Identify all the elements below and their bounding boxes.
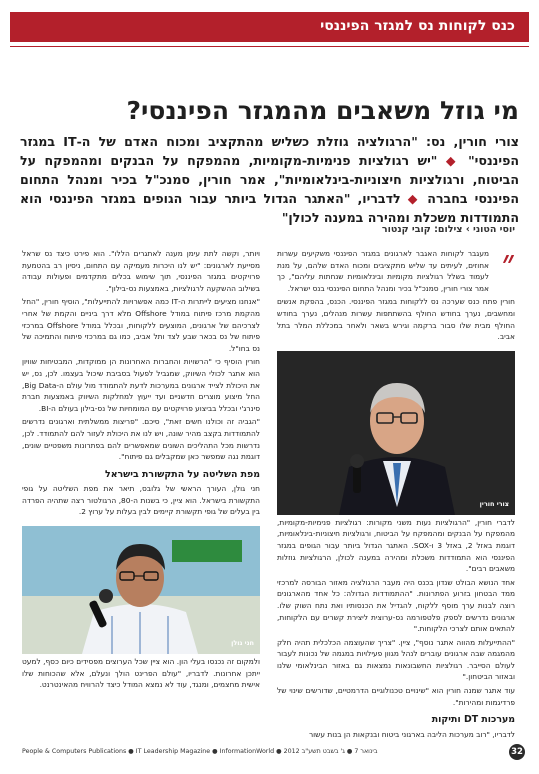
article-headline: מי גוזל משאבים מהמגזר הפיננסי? xyxy=(126,96,519,125)
subheading: מפת השליטה על התקשורת בישראל xyxy=(105,468,260,480)
deck-text-3: לדבריו, "האתגר הגדול ביותר עבור הגופים במגזר הפיננסי הוא התמודדות משכלת ומהירה במענה לכולן" xyxy=(20,191,519,225)
speaker-photo-illustration xyxy=(22,526,260,654)
paragraph: אחד הנושא הבולט שנדון בכנס היה מעבר הרגולציה מאזור הבורסה למרכזי ממד הבטחון בזרוע הפתרונות. "ההתמודדות הגדולה: כל אחד מהארגונים רוצה לבנות ערך מוסף ללקוח, להגדיל את הכנסותיו ואת נתח השוק שלו. ארגונים נדרשים לספק פלטפורמה נס-ערוצית ליצירת קשרים עם הלקוחות, להתאים אותם לצרכי הלקוחות." xyxy=(277,577,515,634)
paragraph: חורין הוסיף כי "הרשויות והחברות האחרונות הן ממוקדות, המבטיחות שוויון הוא אתגר לכולי השיווק, שמגביל לפעול בסביבת שיכול בעצמו. לכן, נס, יש את היכולת לצייד ארגונים במערכות לדעת להתמודד מול עולם ה-Big Data, החל מיצוע מוצרים חדשניים ועד ייעוץ למחלקות השיווק באמצעות חברת סינרג'י ובכלל בביצוע פרויקטים עם המומחיות של נס-בילון בעולם ה-BI. xyxy=(22,357,261,413)
paragraph: חני גולן, העורך הראשי של גלובס, תיאר את מפת השליטה על גופי התקשורת בישראל. הוא ציין, כי בשנות ה-80, הרגולטור רצה שתהיה הפרדה בין בעלים של גופי תקשורת קיימים לבין בעלות על ערוץ 2. xyxy=(22,484,260,517)
photo-caption: חני גולן xyxy=(231,639,254,648)
photo-speaker-1 xyxy=(277,351,515,515)
subheading: מערכות DT ותיקות xyxy=(431,714,515,726)
footer-publications: People & Computers Publications ● IT Leadership Magazine ● InformationWorld ● 2012 בינואר 7 ● ג' בשבט תשע"ב xyxy=(22,748,378,755)
paragraph: "ההתייעלות מהווה אתגר נוסף", ציין. "צריך שהעוצמה הכלכלית תהיה חלק מהמגמה שבה ארגונים עוברים לנהל מגוון פעילויות במגמה של נכונות לעבור לעולם הסייבר. רגולציות החשבונאות נמצאות גם באזור הבינלאומי שלנו ובאזור הביטחון." xyxy=(277,637,515,682)
column-right xyxy=(277,243,515,742)
paragraph: עוד אתגר שמנה חורין הוא "שינויים טכנולוגיים הדרמטיים, שדורשים שינוי של פרדיגמות ומהירות". xyxy=(277,686,515,707)
paragraph: "אנחנו מציעים לייתרות ה-IT כמה אפשרויות להתייעלות", הוסיף חורין, "החל מהקמת מרכז פיתוח במודל Offshore מלא דרך ביניים והקמת של אחרי לצרכיהם של ארגונים, המוצעים ללקוחות, ובכלל במודל Offshore במרכזי פיתוח של נס בכאר שבע לצד ותל אביב, כמו גם במרכזי פיתוח והתמיכה של נס בחו"ל. xyxy=(22,297,261,353)
diamond-icon: ◆ xyxy=(445,153,460,168)
paragraph: "הגביה זה וכולנו חשים זאת", סיכם. "פריצות ממשלתית וארגונים נדרשים להתמודדות בקצב מהיר שונה, ויש לנו את היכולת לעזור להם להתמודד. לכן, נדרשות מכל התהליכים השונים שמאפשרים להם בפתרונות משפטיים שונים, דוגמת נגה שמפשר כאן שמקבלים גם פיתוח". xyxy=(22,417,260,462)
paragraph: לדבריו, "רוב מערכות הליבה בארגוני ביטוח ובנקאות הן בנות עשור xyxy=(309,729,515,739)
paragraph: לדברי חורין, "הרגולציות נעות משני מקורות: רגולציות פנימיות-מקומיות, מהמפקח על הבנקים ומהמפקח על הביטוח, ורגולציות חיצוניות-בינלאומיות, דוגמת באזל 2, באזל 3 ו-SOX. האתגר הגדול ביותר עבור הגופים במגזר הפיננסי הוא התמודדות משכלת ומהירה במענה לכולן, הרגולציות גוזלות משאבים רבים". xyxy=(277,517,515,574)
section-header xyxy=(10,12,529,42)
paragraph: ויותר, וקשה לתת עימן מענה לאתגרים הללו". הוא פירט כיצד נס שראל מסייעת לארגונים: "יש לנו היכרות מעמיקה עם התחום, ניסיון רב בהטמעת פרויקטים במגזר הפיננסי, תוך שימוש בכלים מתקדמים ופעולות עבודה בשילוב ההשקעה לרגולציות, באמצעות נס-בילון". xyxy=(22,249,260,293)
page-footer xyxy=(22,744,525,760)
deck-text-2: "יש רגולציות פנימיות-מקומיות, מהמפקח על הבנקים ומהמפקח על הביטוח, ורגולציות חיצוניות-בינלאומיות", אמר חורין, סמנכ"ל בכיר ומנהל התחום הפיננסי בחברה xyxy=(20,153,519,206)
article-deck xyxy=(20,132,519,227)
paragraph: חורין פתח כנס שערכה נס ללקוחות במגזר הפיננסי. הכנס, בהפקת אנשים ומחשבים, נערך בחודש החולף בהשתתפות עשרות מנהלים, נערך בחודש החולף מבית שלו סבור ברקמה וגירש בשאר ולאחר במכללת המלר בתל אביב. xyxy=(277,297,515,342)
photo-caption: צורי חורין xyxy=(479,500,509,509)
byline: יוסי הטוני › צילום: קובי קנטור xyxy=(381,224,515,235)
deck-text-1: צורי חורין, נס: "הרגולציה גוזלת כשליש מהתקציב ומכוח האדם של ה-IT במגזר הפיננסי" xyxy=(20,134,520,168)
header-rule xyxy=(10,46,529,47)
section-kicker: כנס לקוחות נס למגזר הפיננסי xyxy=(320,18,515,34)
column-left xyxy=(22,248,260,693)
paragraph: ולמקום זה נכנסו בעלי הון. הוא ציין שכל הערוצים מפסידים כיום כסף, למעט ייתכן אחרונות. לדבריו, "עולם הפרינט הולך ונעלם, אלא שהכוחות שלו אישית מחצמים, ומנגד, עוד לא נמצא המודל כיצד להרוויח מהאינטרנט. xyxy=(22,657,260,690)
quote-mark-icon: ״ xyxy=(502,243,515,283)
page-number: 32 xyxy=(509,744,525,760)
paragraph: מעגבר לקוחות האגבר לארגונים במגזר הפיננסי משקיעים עשרות אחוזים, לעיתים עד שליש מתקציבים ומכוח האדם שלהם, על מנת לעמוד בשלל רגולציות מקומיות ובינלאומיות שנחתות עליהם", כך אמר צורי חורין, סמנכ"ל בכיר ומנהל התחום הפיננסי בנס ישראל. xyxy=(277,249,489,293)
photo-speaker-2 xyxy=(22,526,260,654)
speaker-photo-illustration xyxy=(277,351,515,515)
diamond-icon: ◆ xyxy=(407,191,421,206)
